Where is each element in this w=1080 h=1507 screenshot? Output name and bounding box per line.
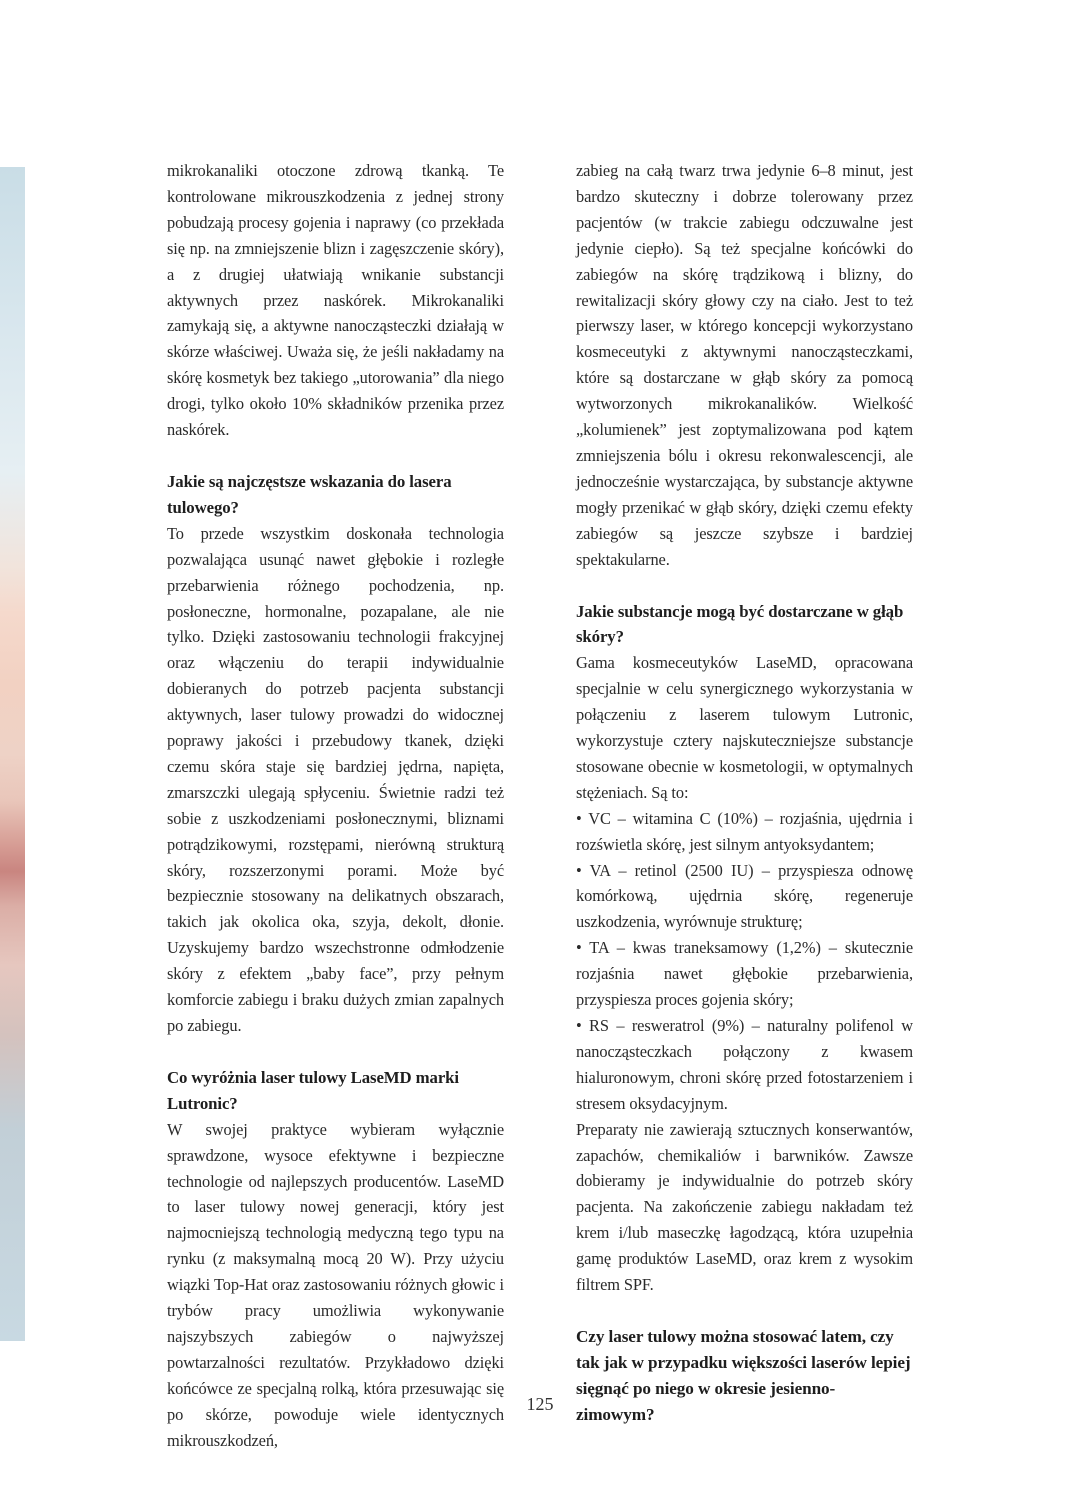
section-heading: Czy laser tulowy można stosować latem, czy tak jak w przypadku większości laserów lepiej sięgnąć po niego w okresie jesienno-zimowym? [576, 1326, 911, 1424]
page-number: 125 [526, 1394, 554, 1414]
paragraph: W swojej praktyce wybieram wyłącznie sprawdzone, wysoce efektywne i bezpieczne technologie od najlepszych producentów. LaseMD to laser tulowy nowej generacji, który jest najmocniejszą technologią medyczną tego typu na rynku (z maksymalną mocą 20 W). Przy użyciu wiązki Top-Hat oraz zastosowaniu różnych głowic i trybów pracy umożliwia wykonywanie najszybszych zabiegów o najwyższej powtarzalności rezultatów. Przykładowo dzięki końcówce ze specjalną rolką, która przesuwając się po skórze, powoduje wiele identycznych mikrouszkodzeń, [167, 1119, 504, 1450]
list-item: • VC – witamina C (10%) – rozjaśnia, ujędrnia i rozświetla skórę, jest silnym antyoksydantem; [576, 808, 913, 854]
paragraph: mikrokanaliki otoczone zdrową tkanką. Te kontrolowane mikrouszkodzenia z jednej strony pobudzają procesy gojenia i naprawy (co przekłada się np. na zmniejszenie blizn i zagęszczenie skóry), a z drugiej ułatwiają wnikanie substancji aktywnych przez naskórek. Mikrokanaliki zamykają się, a aktywne nanocząsteczki działają w skórze właściwej. Uważa się, że jeśli nakładamy na skórę kosmetyk bez takiego „utorowania” dla niego drogi, tylko około 10% składników przenika przez naskórek. [167, 161, 504, 440]
list-item: • RS – resweratrol (9%) – naturalny polifenol w nanocząsteczkach połączony z kwasem hialuronowym, chroni skórę przed fotostarzeniem i stresem oksydacyjnym. [576, 1016, 913, 1113]
right-text-column [576, 158, 913, 1428]
list-item: • TA – kwas traneksamowy (1,2%) – skutecznie rozjaśnia nawet głębokie przebarwienia, przyspiesza proces gojenia skóry; [576, 938, 913, 1010]
paragraph: To przede wszystkim doskonała technologia pozwalająca usunąć nawet głębokie i rozległe przebarwienia różnego pochodzenia, np. posłoneczne, hormonalne, pozapalane, ale nie tylko. Dzięki zastosowaniu technologii frakcyjnej oraz włączeniu do terapii indywidualnie dobieranych do potrzeb pacjenta substancji aktywnych, laser tulowy prowadzi do widocznej poprawy jakości i przebudowy tkanek, dzięki czemu skóra staje się bardziej jędrna, napięta, zmarszczki ulegają spłyceniu. Świetnie radzi też sobie z uszkodzeniami posłonecznymi, bliznami potrądzikowymi, rozstępami, nierówną strukturą skóry, rozszerzonymi porami. Może być bezpiecznie stosowany na delikatnych obszarach, takich jak okolica oka, szyja, dekolt, dłonie. Uzyskujemy bardzo wszechstronne odmłodzenie skóry z efektem „baby face”, przy pełnym komforcie zabiegu i braku dużych zmian zapalnych po zabiegu. [167, 523, 504, 1035]
left-text-column [167, 158, 504, 1454]
section-heading: Jakie substancje mogą być dostarczane w głąb skóry? [576, 601, 904, 647]
paragraph: Gama kosmeceutyków LaseMD, opracowana specjalnie w celu synergicznego wykorzystania w połączeniu z laserem tulowym Lutronic, wykorzystuje cztery najskuteczniejsze substancje stosowane obecnie w kosmetologii, w optymalnych stężeniach. Są to: [576, 653, 913, 802]
paragraph: zabieg na całą twarz trwa jedynie 6–8 minut, jest bardzo skuteczny i dobrze tolerowany przez pacjentów (w trakcie zabiegu odczuwalne jest jedynie ciepło). Są też specjalne końcówki do zabiegów na skórę trądzikową i blizny, do rewitalizacji skóry głowy czy na ciało. Jest to też pierwszy laser, w którego koncepcji wykorzystano kosmeceutyki z aktywnymi nanocząsteczkami, które są dostarczane w głąb skóry za pomocą wytworzonych mikrokanalików. Wielkość „kolumienek” jest zoptymalizowana pod kątem zmniejszenia bólu i okresu rekonwalescencji, ale jednocześnie wystarczająca, by substancje aktywne mogły przenikać w głąb skóry, dzięki czemu efekty zabiegów są jeszcze szybsze i bardziej spektakularne. [576, 161, 913, 569]
list-item: • VA – retinol (2500 IU) – przyspiesza odnowę komórkową, ujędrnia skórę, regeneruje uszkodzenia, wyrównuje strukturę; [576, 860, 913, 932]
paragraph: Preparaty nie zawierają sztucznych konserwantów, zapachów, chemikaliów i barwników. Zawsze dobieramy je indywidualnie do potrzeb skóry pacjenta. Na zakończenie zabiegu nakładam też krem i/lub maseczkę łagodzącą, która uzupełnia gamę produktów LaseMD, oraz krem z wysokim filtrem SPF. [576, 1119, 913, 1295]
section-heading: Co wyróżnia laser tulowy LaseMD marki Lutronic? [167, 1067, 459, 1113]
cropped-face-photo [0, 167, 25, 1341]
section-heading: Jakie są najczęstsze wskazania do lasera tulowego? [167, 471, 452, 517]
